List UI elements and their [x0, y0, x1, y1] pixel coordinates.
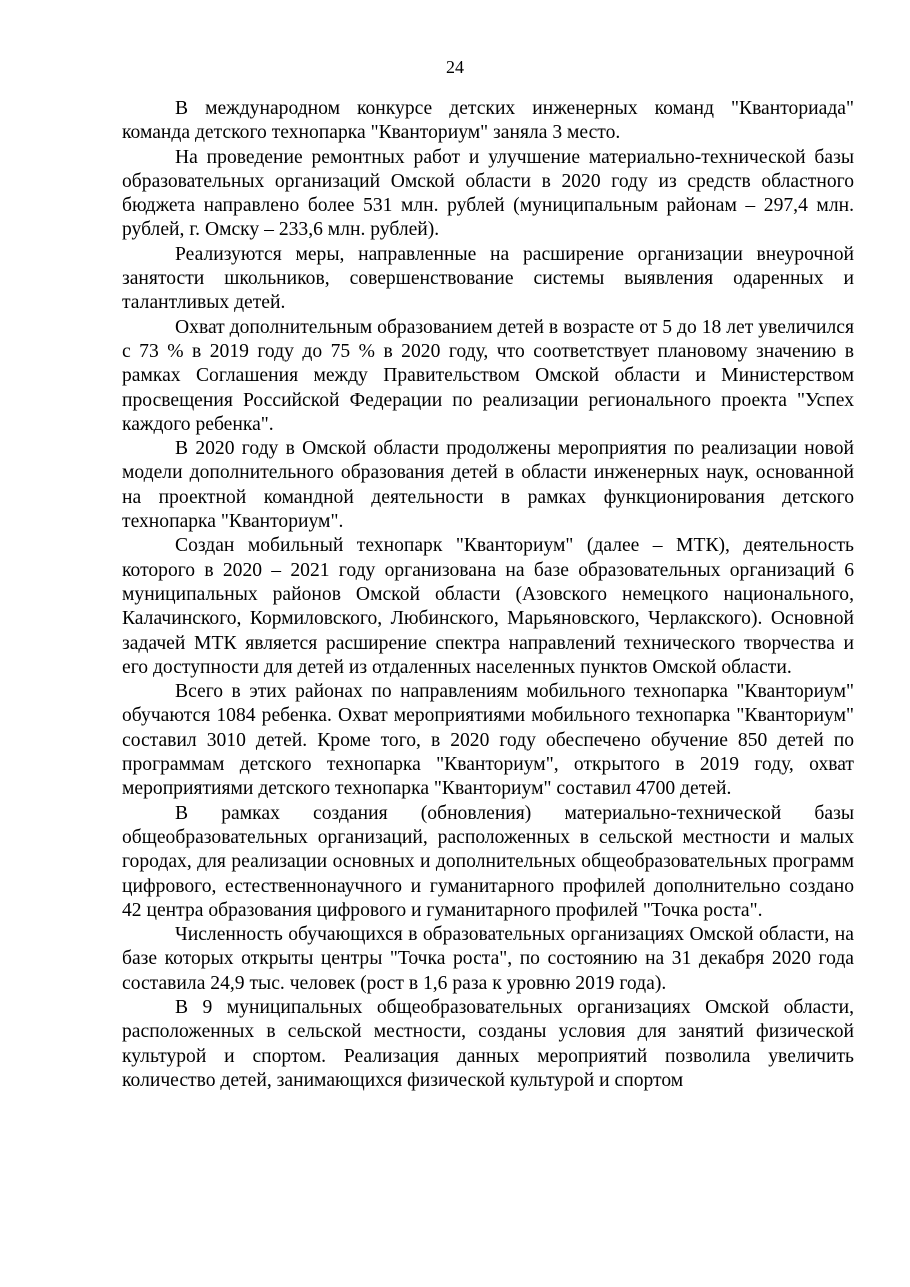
paragraph-extracurricular: Реализуются меры, направленные на расширение организации внеурочной занятости школьников, совершенствование системы выявления одаренных и талантливых детей.	[122, 243, 854, 314]
paragraph-tochka-rosta-centers: В рамках создания (обновления) материально-технической базы общеобразовательных организаций, расположенных в сельской местности и малых городах, для реализации основных и дополнительных общеобразовательных программ цифрового, естественнонаучного и гуманитарного профилей дополнительно создано 42 центра образования цифрового и гуманитарного профилей "Точка роста".	[122, 802, 854, 921]
paragraph-repair-funding: На проведение ремонтных работ и улучшение материально-технической базы образовательных организаций Омской области в 2020 году из средств областного бюджета направлено более 531 млн. рублей (муниципальным районам – 297,4 млн. рублей, г. Омску – 233,6 млн. рублей).	[122, 146, 854, 241]
paragraph-additional-education-coverage: Охват дополнительным образованием детей в возрасте от 5 до 18 лет увеличился с 73 % в 2019 году до 75 % в 2020 году, что соответствует плановому значению в рамках Соглашения между Правительством Омской области и Министерством просвещения Российской Федерации по реализации регионального проекта "Успех каждого ребенка".	[122, 316, 854, 435]
page-number: 24	[446, 57, 464, 77]
paragraph-tochka-rosta-students: Численность обучающихся в образовательных организациях Омской области, на базе которых открыты центры "Точка роста", по состоянию на 31 декабря 2020 года составила 24,9 тыс. человек (рост в 1,6 раза к уровню 2019 года).	[122, 924, 854, 994]
paragraph-mobile-technopark: Создан мобильный технопарк "Кванториум" (далее – МТК), деятельность которого в 2020 – 2021 году организована на базе образовательных организаций 6 муниципальных районов Омской области (Азовского немецкого национального, Калачинского, Кормиловского, Любинского, Марьяновского, Черлакского). Основной задачей МТК является расширение спектра направлений технического творчества и его доступности для детей из отдаленных населенных пунктов Омской области.	[122, 535, 854, 678]
paragraph-engineering-model: В 2020 году в Омской области продолжены мероприятия по реализации новой модели дополнительного образования детей в области инженерных наук, основанной на проектной командной деятельности в рамках функционирования детского технопарка "Кванториум".	[122, 438, 854, 533]
paragraph-sports-conditions: В 9 муниципальных общеобразовательных организациях Омской области, расположенных в сельской местности, созданы условия для занятий физической культурой и спортом. Реализация данных мероприятий позволила увеличить количество детей, занимающихся физической культурой и спортом	[122, 996, 854, 1091]
body-text	[122, 97, 854, 1093]
paragraph-kvantoriada: В международном конкурсе детских инженерных команд "Кванториада" команда детского технопарка "Кванториум" заняла 3 место.	[122, 98, 854, 144]
paragraph-technopark-enrollment: Всего в этих районах по направлениям мобильного технопарка "Кванториум" обучаются 1084 ребенка. Охват мероприятиями мобильного технопарка "Кванториум" составил 3010 детей. Кроме того, в 2020 году обеспечено обучение 850 детей по программам детского технопарка "Кванториум", открытого в 2019 году, охват мероприятиями детского технопарка "Кванториум" составил 4700 детей.	[122, 681, 854, 800]
